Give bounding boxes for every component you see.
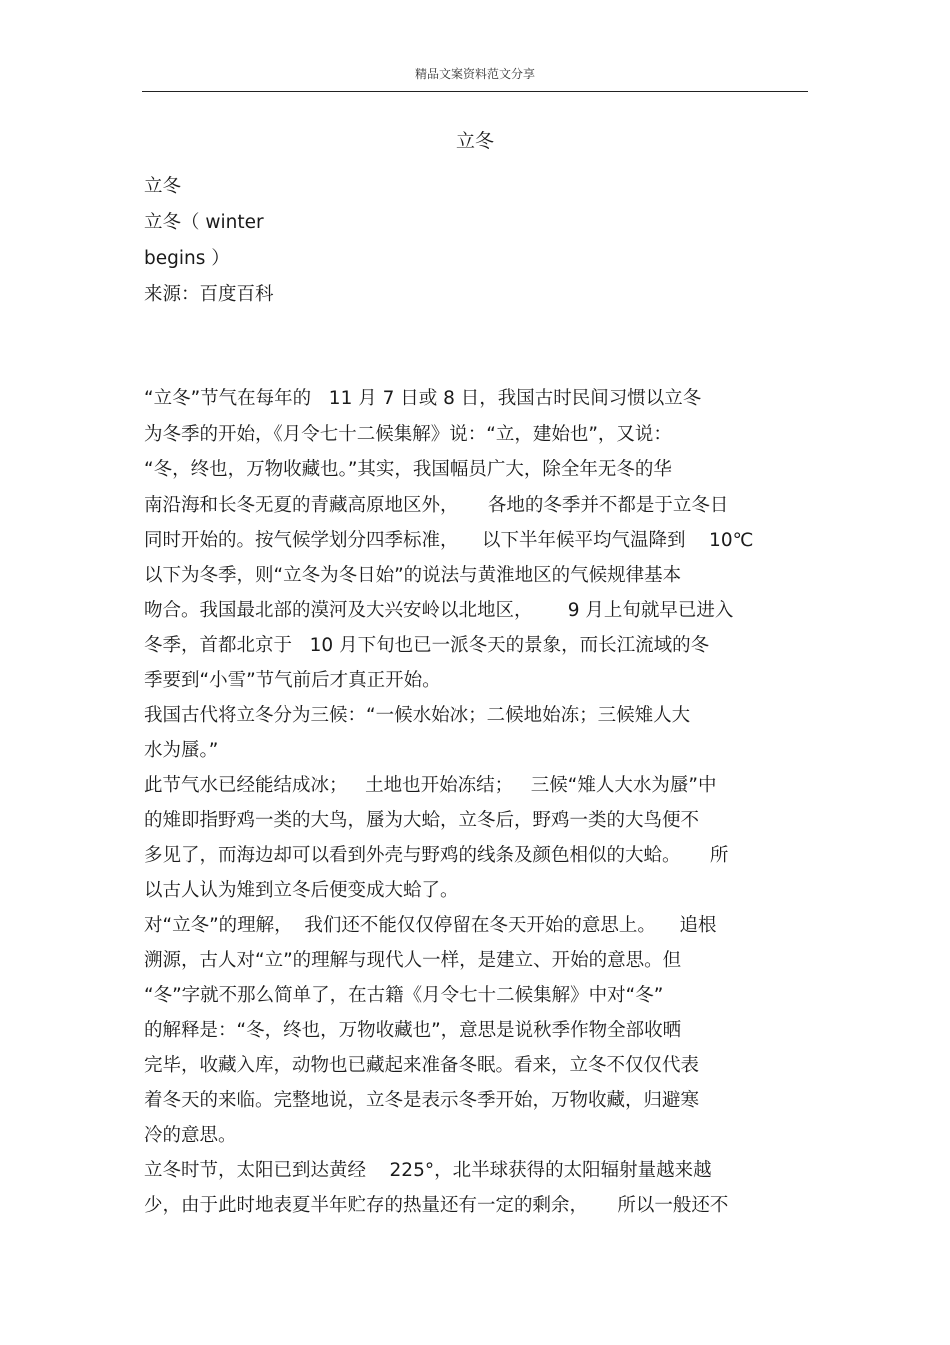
body-line: 立冬时节，太阳已到达黄经 225°，北半球获得的太阳辐射量越来越 (144, 1160, 712, 1181)
body-line: 水为蜃。” (144, 740, 219, 761)
document-title: 立冬 (455, 130, 494, 152)
header-text: 精品文案资料范文分享 (414, 67, 535, 81)
body-line: 的雉即指野鸡一类的大鸟，蜃为大蛤，立冬后，野鸡一类的大鸟便不 (144, 810, 700, 831)
body-line: 以古人认为雉到立冬后便变成大蛤了。 (144, 880, 459, 901)
body-line: 以下为冬季，则“立冬为冬日始”的说法与黄淮地区的气候规律基本 (144, 565, 682, 586)
body-line: 着冬天的来临。完整地说，立冬是表示冬季开始，万物收藏，归避寒 (144, 1090, 700, 1111)
body-line: 的解释是：“冬，终也，万物收藏也”，意思是说秋季作物全部收晒 (144, 1020, 682, 1041)
intro-line: 立冬 (144, 176, 182, 197)
body-line: “冬，终也，万物收藏也。”其实，我国幅员广大，除全年无冬的华 (144, 459, 672, 480)
body-line: “冬”字就不那么简单了，在古籍《月令七十二候集解》中对“冬” (144, 985, 664, 1006)
header-divider (142, 91, 808, 92)
body-line: 同时开始的。按气候学划分四季标准， 以下半年候平均气温降到 10℃ (144, 530, 754, 551)
body-line: 冬季，首都北京于 10 月下旬也已一派冬天的景象，而长江流域的冬 (144, 635, 710, 656)
intro-line: 来源：百度百科 (144, 284, 274, 305)
body-line: “立冬”节气在每年的 11 月 7 日或 8 日，我国古时民间习惯以立冬 (144, 388, 702, 409)
body-line: 此节气水已经能结成冰； 土地也开始冻结； 三候“雉人大水为蜃”中 (144, 775, 717, 796)
body-line: 我国古代将立冬分为三候：“一候水始冰；二候地始冻；三候雉人大 (144, 705, 691, 726)
body-line: 完毕，收藏入库，动物也已藏起来准备冬眠。看来，立冬不仅仅代表 (144, 1055, 700, 1076)
body-line: 南沿海和长冬无夏的青藏高原地区外， 各地的冬季并不都是于立冬日 (144, 495, 729, 516)
body-line: 多见了，而海边却可以看到外壳与野鸡的线条及颜色相似的大蛤。 所 (144, 845, 729, 866)
body-line: 季要到“小雪”节气前后才真正开始。 (144, 670, 441, 691)
body-line: 对“立冬”的理解， 我们还不能仅仅停留在冬天开始的意思上。 追根 (144, 915, 717, 936)
intro-line: 立冬（ winter (144, 212, 264, 233)
body-line: 冷的意思。 (144, 1125, 237, 1146)
body-line: 为冬季的开始，《月令七十二候集解》说：“立，建始也”，又说： (144, 424, 672, 445)
body-line: 吻合。我国最北部的漠河及大兴安岭以北地区， 9 月上旬就早已进入 (144, 600, 734, 621)
intro-line: begins ） (144, 248, 230, 269)
body-line: 少，由于此时地表夏半年贮存的热量还有一定的剩余， 所以一般还不 (144, 1195, 729, 1216)
body-line: 溯源，古人对“立”的理解与现代人一样，是建立、开始的意思。但 (144, 950, 682, 971)
